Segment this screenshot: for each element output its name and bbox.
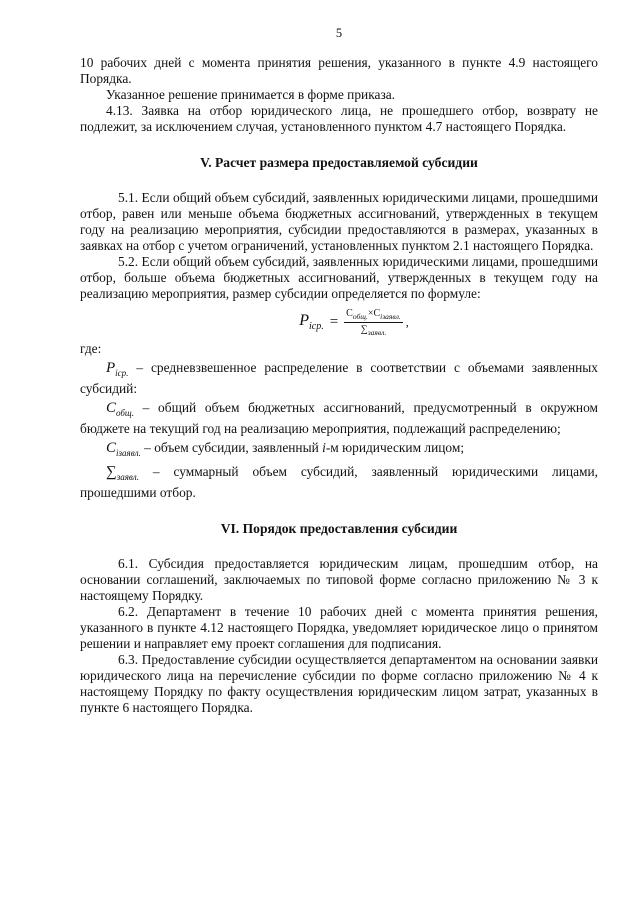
formula-fraction bbox=[344, 308, 403, 337]
where-label: где: bbox=[80, 341, 102, 356]
subsidy-formula bbox=[80, 308, 598, 337]
section-5-paragraph-1: 5.1. Если общий объем субсидий, заявленных юридическими лицами, прошедшими отбор, равен или меньше объема бюджетных ассигнований, утвержденных в текущем году на реализацию мероприятия, субсидии предоставляются в размерах, указанных в заявках на отбор с учетом ограничений, установленных пунктом 2.1 настоящего Порядка. bbox=[80, 190, 598, 253]
section-5-paragraph-2: 5.2. Если общий объем субсидий, заявленных юридическими лицами, прошедшими отбор, больше объема бюджетных ассигнований, утвержденных в текущем году на реализацию мероприятия, размер субсидии определяется по формуле: bbox=[80, 254, 598, 301]
intro-paragraph-3: 4.13. Заявка на отбор юридического лица, не прошедшего отбор, возврату не подлежит, за исключением случая, установленного пунктом 4.7 настоящего Порядка. bbox=[80, 103, 598, 134]
page-number: 5 bbox=[335, 26, 343, 40]
section-6-paragraph-2: 6.2. Департамент в течение 10 рабочих дней с момента принятия решения, указанного в пункте 4.12 настоящего Порядка, уведомляет юридическое лицо о принятом решении и направляет ему проект соглашения для подписания. bbox=[80, 604, 598, 651]
definition-p-icp: $P_{icp.}$ – средневзвешенное распределение в соответствии с объемами заявленных субсидий: bbox=[80, 360, 598, 396]
section-6-heading: VI. Порядок предоставления субсидии bbox=[220, 521, 458, 536]
intro-paragraph-2: Указанное решение принимается в форме приказа. bbox=[106, 87, 396, 102]
section-6-paragraph-1: 6.1. Субсидия предоставляется юридическим лицам, прошедшим отбор, на основании соглашений, заключаемых по типовой форме согласно приложению № 3 к настоящему Порядку. bbox=[80, 556, 598, 603]
formula-equals: = bbox=[329, 314, 339, 330]
intro-paragraph-1: 10 рабочих дней с момента принятия решения, указанного в пункте 4.9 настоящего Порядка. bbox=[80, 55, 598, 86]
section-6-paragraph-3: 6.3. Предоставление субсидии осуществляется департаментом на основании заявки юридического лица на перечисление субсидии по форме согласно приложению № 4 к настоящему Порядку по факту осуществления юридическим лицом затрат, указанных в пункте 6 настоящего Порядка. bbox=[80, 652, 598, 715]
definition-symbol: $C_{iзаявл.}$ bbox=[106, 440, 141, 458]
definition-c-claimed: $C_{iзаявл.}$ – объем субсидии, заявленный i-м юридическим лицом; bbox=[106, 440, 465, 458]
definition-symbol: $\sum_{заявл.}$ bbox=[106, 464, 139, 482]
definition-c-total: $C_{общ.}$ – общий объем бюджетных ассигнований, предусмотренный в окружном бюджете на текущий год на реализацию мероприятия, подлежащий распределению; bbox=[80, 400, 598, 436]
formula-comma: , bbox=[405, 315, 409, 329]
formula-lhs: $P_{icp.}$ bbox=[299, 312, 324, 333]
formula-numerator: $C_{общ.}\times C_{iзаявл.}$ bbox=[346, 308, 401, 321]
definition-symbol: $C_{общ.}$ bbox=[106, 400, 134, 418]
formula-denominator: $\sum_{заявл.}$ bbox=[360, 324, 387, 337]
section-5-heading: V. Расчет размера предоставляемой субсидии bbox=[200, 155, 478, 170]
definition-sum: $\sum_{заявл.}$ – суммарный объем субсидий, заявленный юридическими лицами, прошедшими отбор. bbox=[80, 464, 598, 500]
definition-symbol: $P_{icp.}$ bbox=[106, 360, 129, 378]
